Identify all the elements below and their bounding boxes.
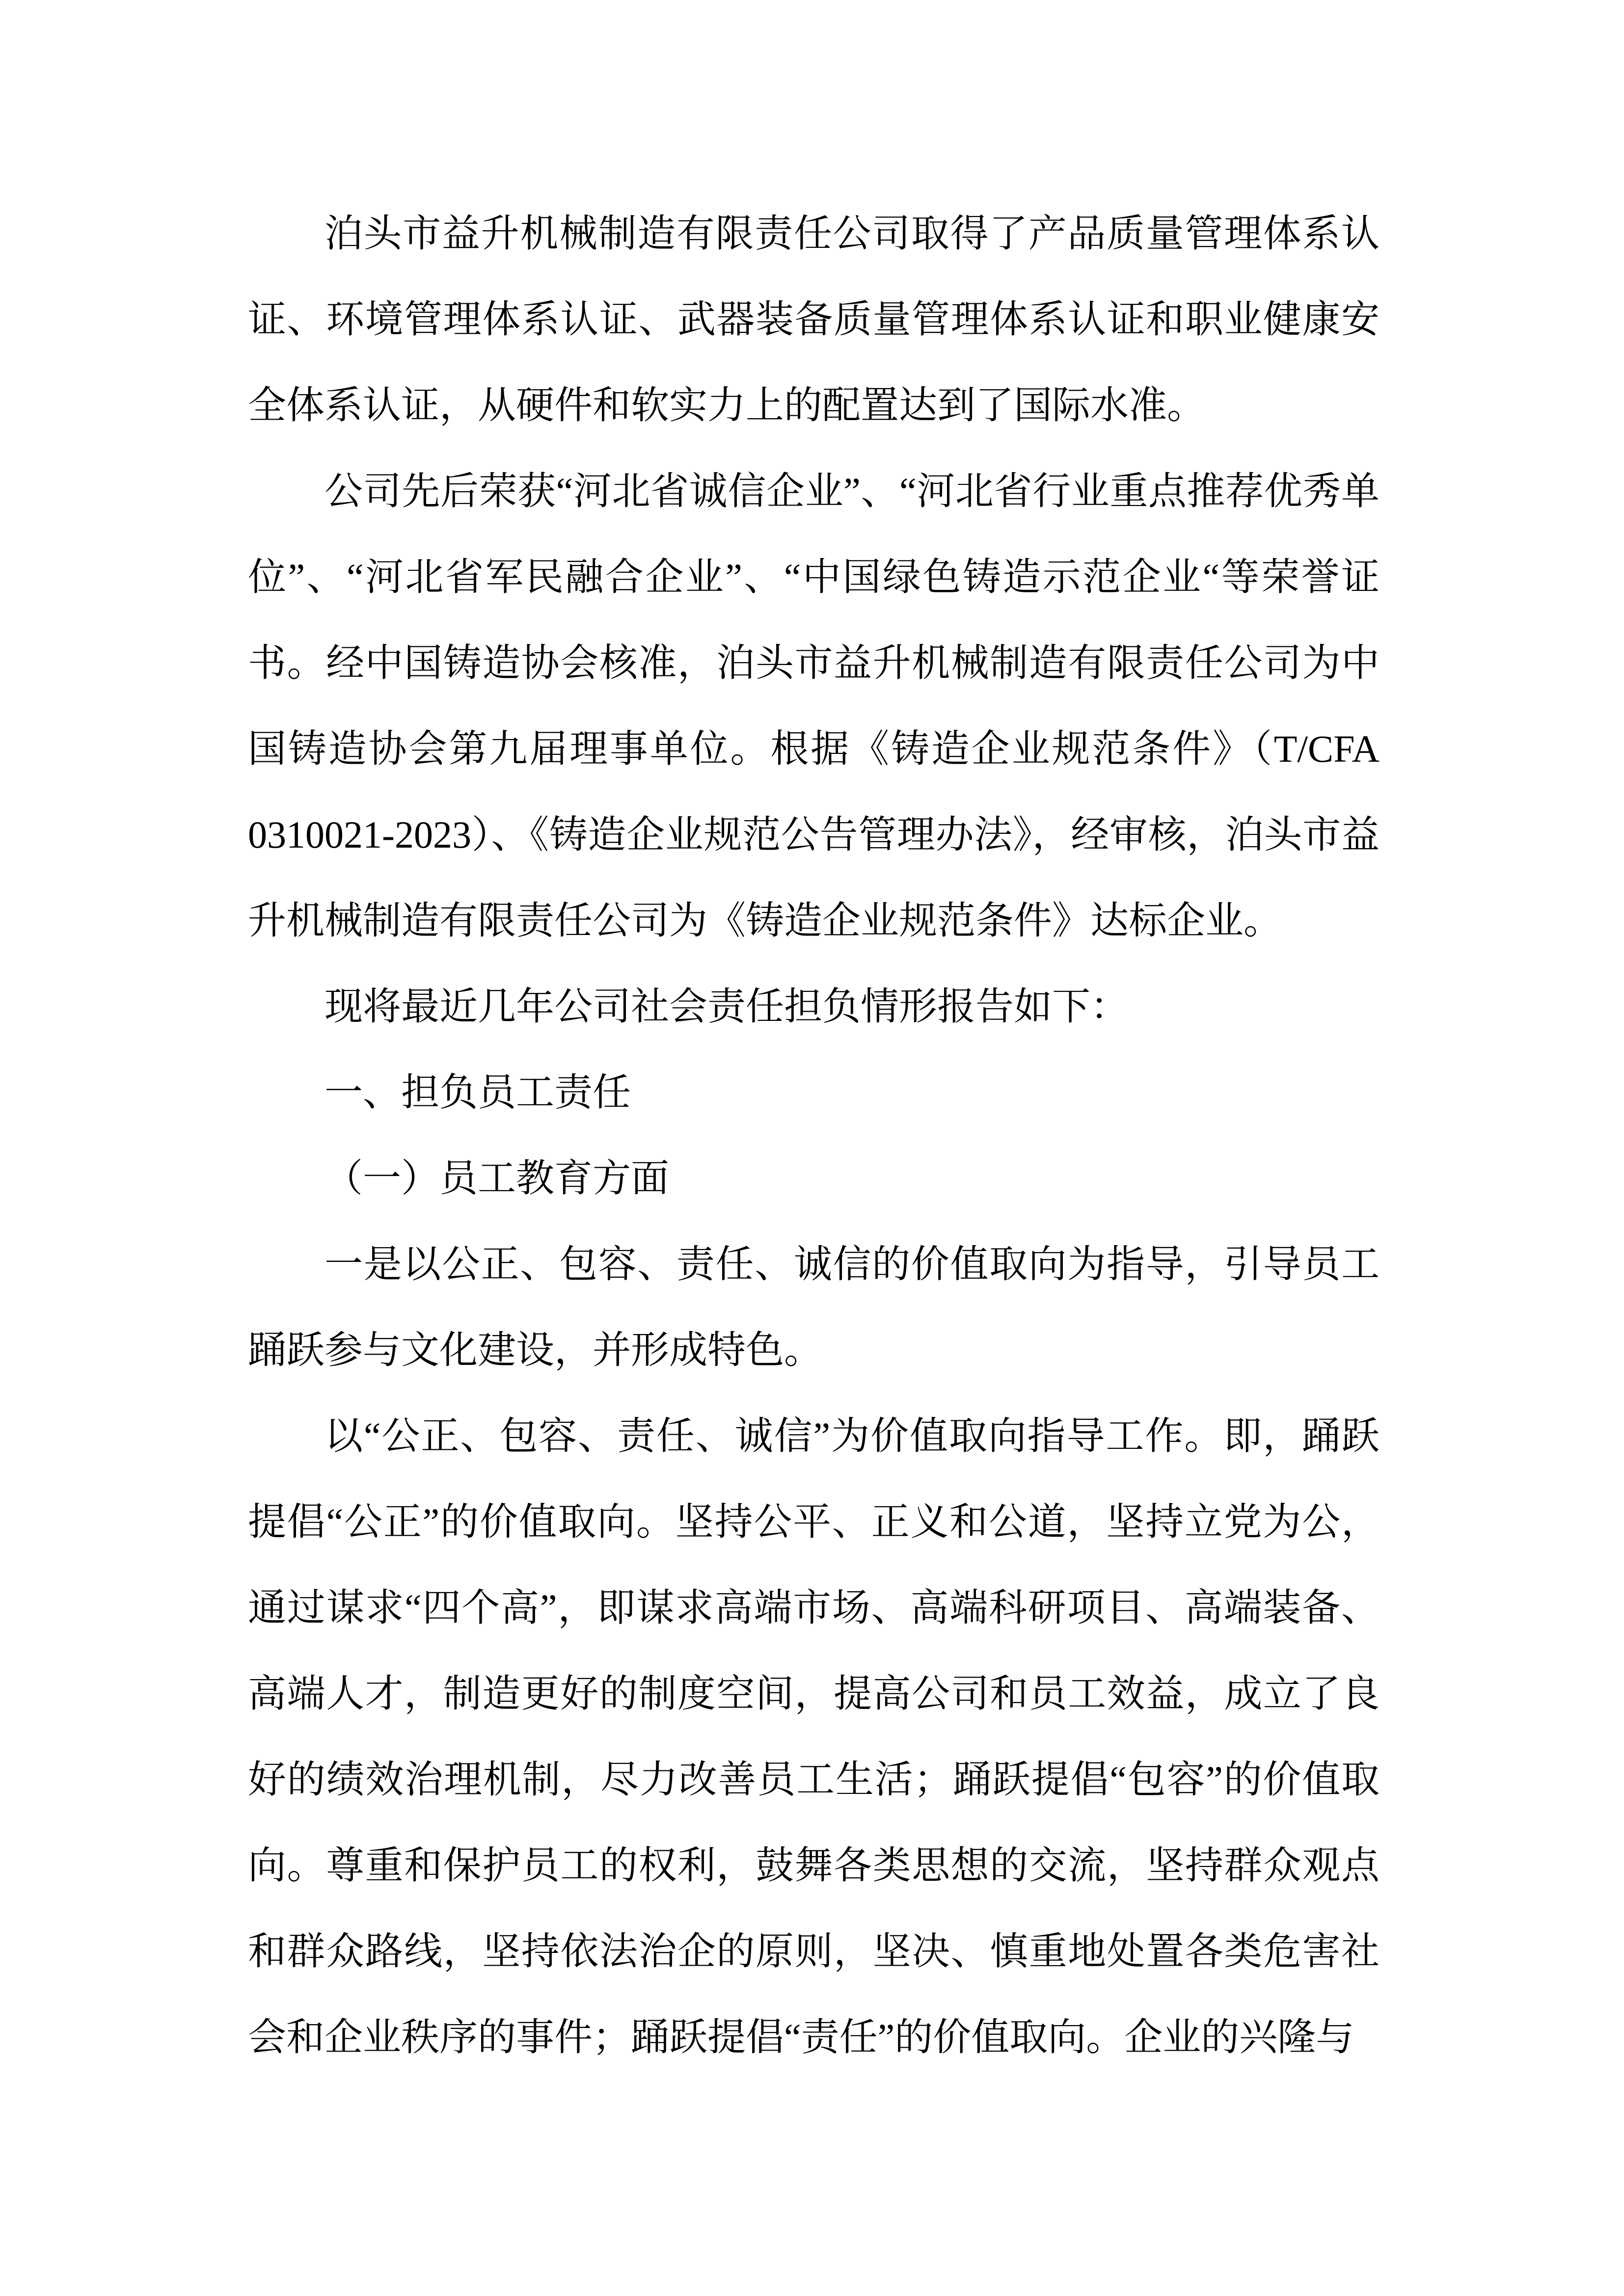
document-text-area	[248, 190, 1380, 2080]
para-report-intro: 现将最近几年公司社会责任担负情形报告如下：	[325, 985, 1129, 1028]
para-company-certifications: 泊头市益升机械制造有限责任公司取得了产品质量管理体系认证、环境管理体系认证、武器装备质量管理体系认证和职业健康安全体系认证，从硬件和软实力上的配置达到了国际水准。	[248, 212, 1380, 427]
para-value-orientation-summary: 一是以公正、包容、责任、诚信的价值取向为指导，引导员工踊跃参与文化建设，并形成特色。	[248, 1243, 1380, 1371]
heading-employee-responsibility: 一、担负员工责任	[325, 1071, 631, 1114]
para-honors-and-standards: 公司先后荣获“河北省诚信企业”、“河北省行业重点推荐优秀单位”、“河北省军民融合企业”、“中国绿色铸造示范企业“等荣誉证书。经中国铸造协会核准，泊头市益升机械制造有限责任公司为中国铸造协会第九届理事单位。根据《铸造企业规范条件》（T/CFA 0310021-2023）、《铸造企业规范公告管理办法》，经审核，泊头市益升机械制造有限责任公司为《铸造企业规范条件》达标企业。	[248, 470, 1380, 942]
para-value-orientation-detail: 以“公正、包容、责任、诚信”为价值取向指导工作。即，踊跃提倡“公正”的价值取向。坚持公平、正义和公道，坚持立党为公，通过谋求“四个高”，即谋求高端市场、高端科研项目、高端装备、高端人才，制造更好的制度空间，提高公司和员工效益，成立了良好的绩效治理机制，尽力改善员工生活；踊跃提倡“包容”的价值取向。尊重和保护员工的权利，鼓舞各类思想的交流，坚持群众观点和群众路线，坚持依法治企的原则，坚决、慎重地处置各类危害社会和企业秩序的事件；踊跃提倡“责任”的价值取向。企业的兴隆与	[248, 1415, 1380, 2058]
heading-employee-education: （一）员工教育方面	[325, 1157, 670, 1200]
